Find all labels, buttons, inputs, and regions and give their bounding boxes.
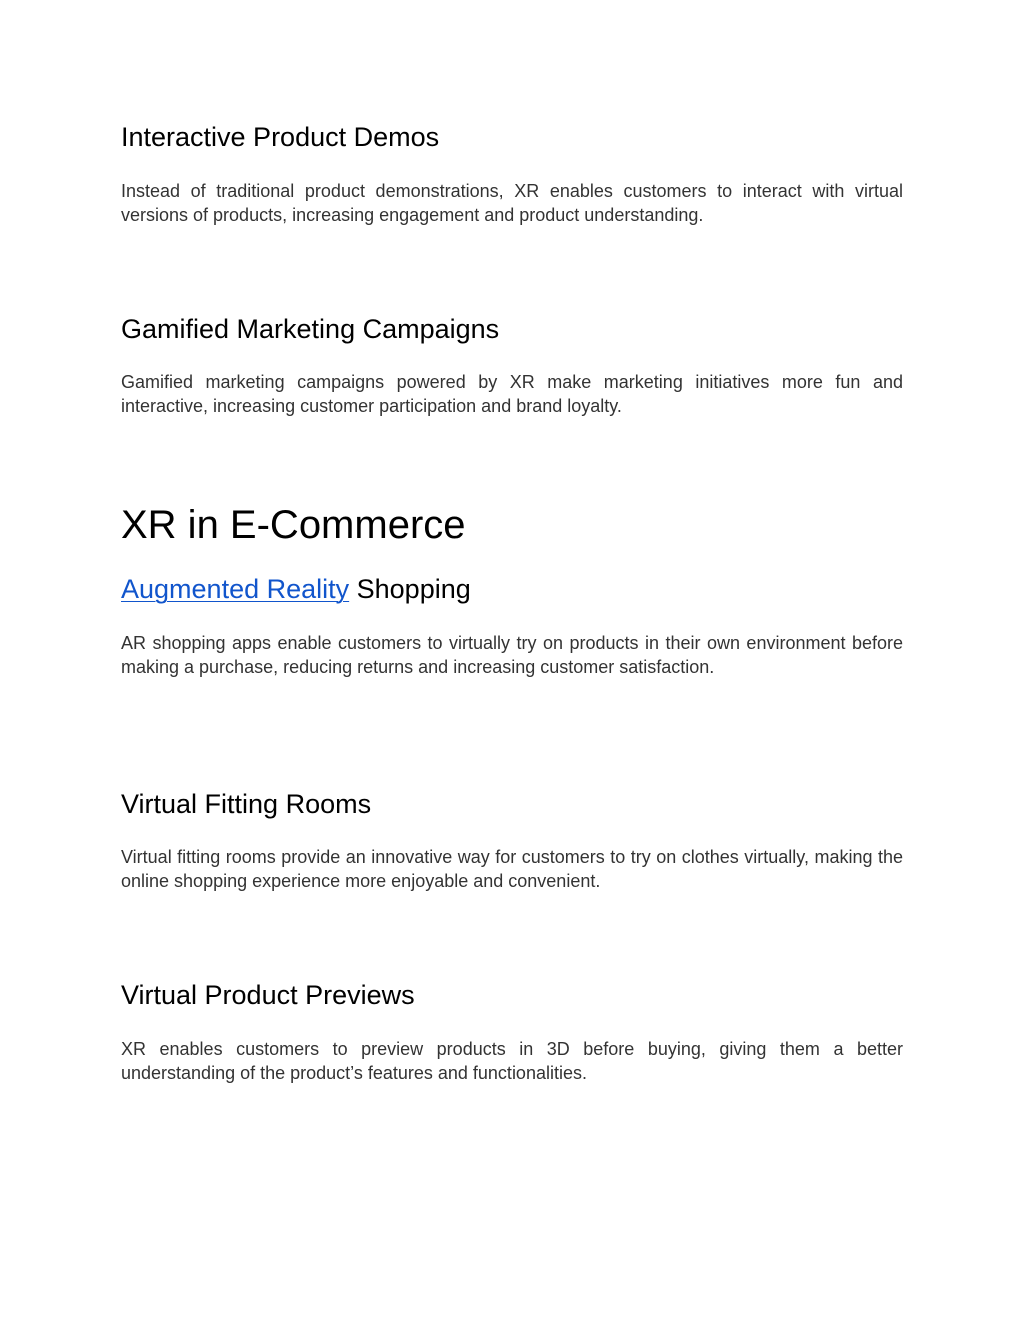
augmented-reality-link[interactable]: Augmented Reality [121,574,350,604]
heading-shopping-text: Shopping [349,574,471,604]
heading-gamified-marketing-campaigns: Gamified Marketing Campaigns [121,314,500,344]
heading-virtual-fitting-rooms: Virtual Fitting Rooms [121,789,372,819]
paragraph-interactive-product-demos: Instead of traditional product demonstrations, XR enables customers to interact with virtual versions of products, increasing engagement and product understanding. [121,181,903,225]
heading-interactive-product-demos: Interactive Product Demos [121,122,440,152]
heading-virtual-product-previews: Virtual Product Previews [121,980,415,1010]
chapter-title: XR in E-Commerce [121,503,466,547]
paragraph-augmented-reality-shopping: AR shopping apps enable customers to virtually try on products in their own environment before making a purchase, reducing returns and increasing customer satisfaction. [121,633,903,677]
paragraph-virtual-fitting-rooms: Virtual fitting rooms provide an innovative way for customers to try on clothes virtually, making the online shopping experience more enjoyable and convenient. [121,847,903,891]
paragraph-gamified-marketing-campaigns: Gamified marketing campaigns powered by XR make marketing initiatives more fun and interactive, increasing customer participation and brand loyalty. [121,372,903,416]
heading-augmented-reality-shopping [121,573,471,605]
paragraph-virtual-product-previews: XR enables customers to preview products in 3D before buying, giving them a better understanding of the product’s features and functionalities. [121,1039,903,1083]
